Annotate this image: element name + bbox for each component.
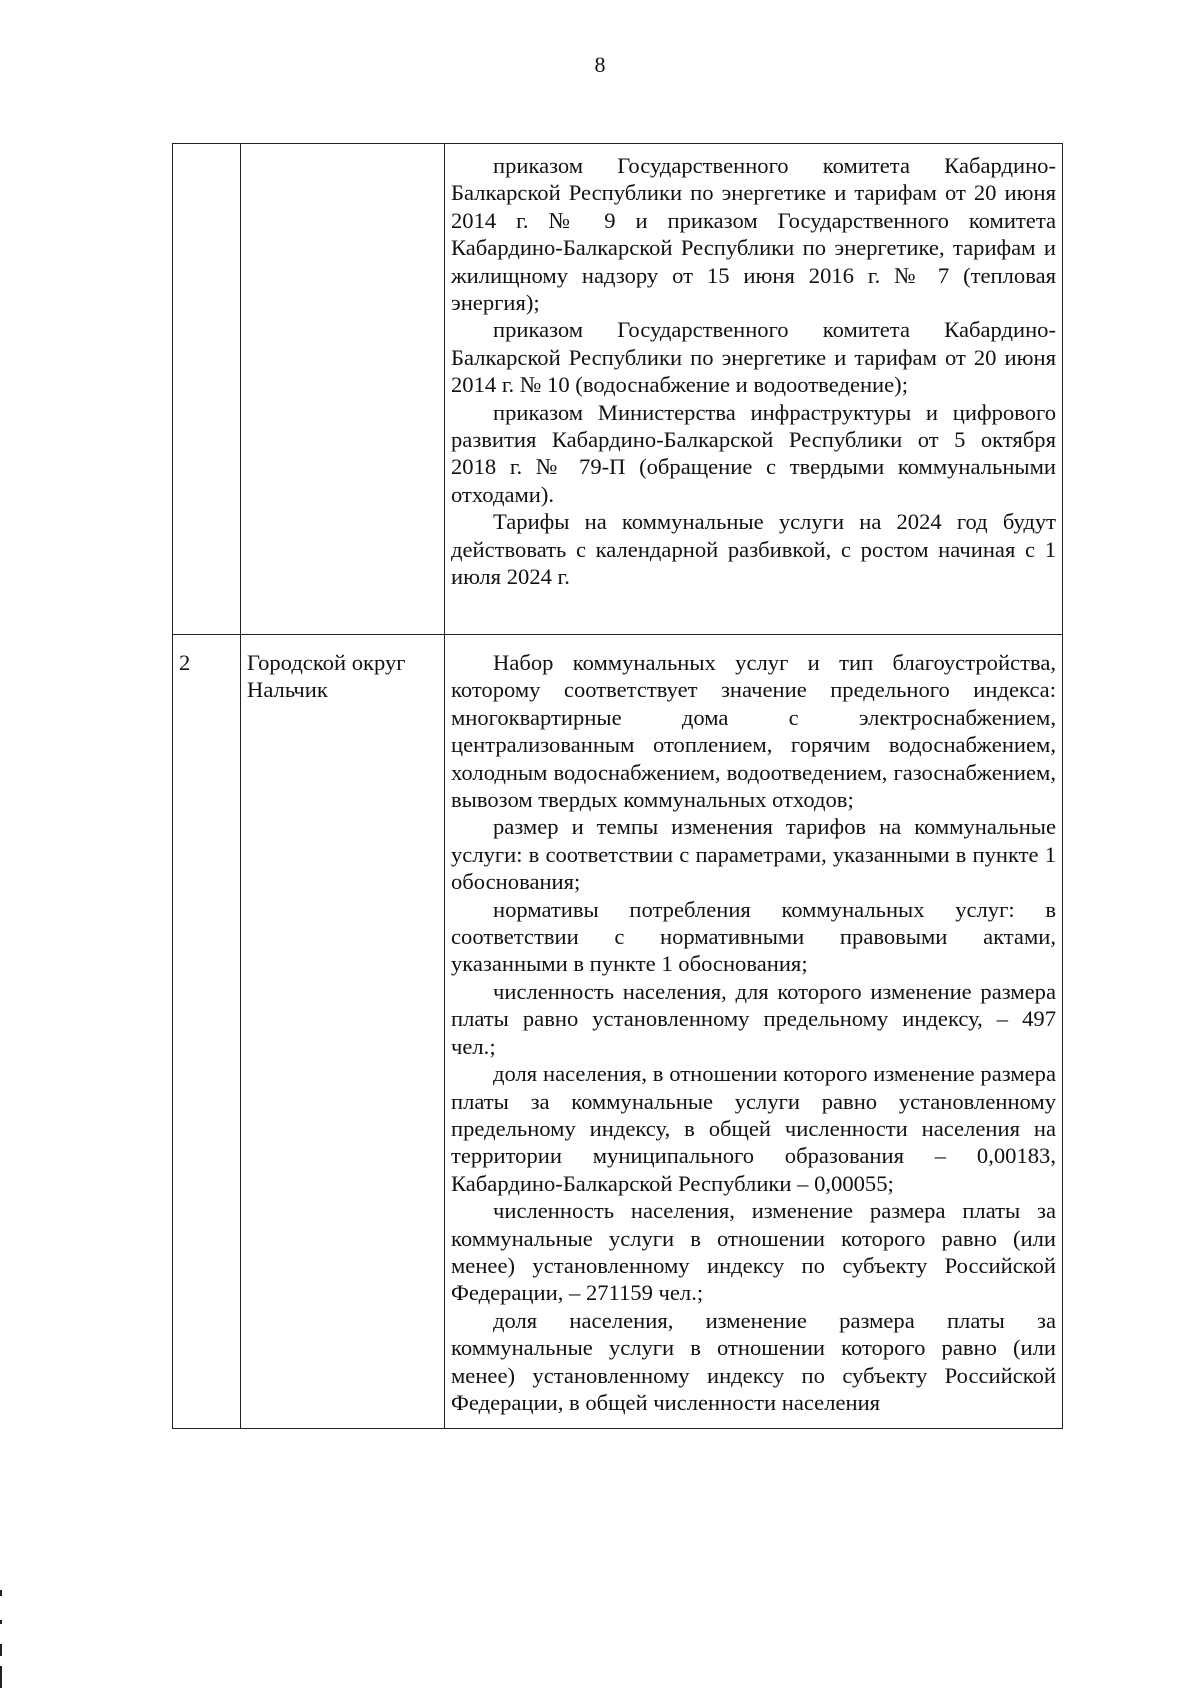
justification-table: [172, 143, 1063, 1429]
row-number-cell: 2: [173, 635, 241, 1429]
paragraph: доля населения, в отношении которого изменение размера платы за коммунальные услуги равно установленному предельному индексу, в общей численности населения на территории муниципального образования – 0,00183, Кабардино-Балкарской Республики – 0,00055;: [451, 1061, 1056, 1196]
paragraph: Набор коммунальных услуг и тип благоустройства, которому соответствует значение предельного индекса: многоквартирные дома с электроснабжением, централизованным отоплением, горячим водоснабжением, холодным водоснабжением, водоотведением, газоснабжением, вывозом твердых коммунальных отходов;: [451, 650, 1056, 813]
paragraph: приказом Государственного комитета Кабардино-Балкарской Республики по энергетике и тарифам от 20 июня 2014 г. № 9 и приказом Государственного комитета Кабардино-Балкарской Республики по энергетике, тарифам и жилищному надзору от 15 июня 2016 г. № 7 (тепловая энергия);: [451, 153, 1056, 316]
paragraph: численность населения, для которого изменение размера платы равно установленному предельному индексу, – 497 чел.;: [451, 978, 1056, 1059]
municipality-cell: Городской округ Нальчик: [241, 635, 445, 1429]
table-row: [173, 144, 1063, 635]
page-number: 8: [594, 52, 606, 77]
description-cell: [445, 144, 1063, 635]
description-cell: [445, 635, 1063, 1429]
row-number-cell: [173, 144, 241, 635]
paragraph: нормативы потребления коммунальных услуг: в соответствии с нормативными правовыми актами, указанными в пункте 1 обоснования;: [451, 896, 1056, 977]
paragraph: размер и темпы изменения тарифов на коммунальные услуги: в соответствии с параметрами, указанными в пункте 1 обоснования;: [451, 814, 1056, 895]
paragraph: приказом Государственного комитета Кабардино-Балкарской Республики по энергетике и тарифам от 20 июня 2014 г. № 10 (водоснабжение и водоотведение);: [451, 317, 1056, 398]
table-row: [173, 635, 1063, 1429]
paragraph: приказом Министерства инфраструктуры и цифрового развития Кабардино-Балкарской Республики от 5 октября 2018 г. № 79-П (обращение с твердыми коммунальными отходами).: [451, 399, 1056, 507]
scan-edge-marks: [0, 1590, 4, 1690]
paragraph: Тарифы на коммунальные услуги на 2024 год будут действовать с календарной разбивкой, с ростом начиная с 1 июля 2024 г.: [451, 509, 1056, 590]
paragraph: доля населения, изменение размера платы за коммунальные услуги в отношении которого равно (или менее) установленному индексу по субъекту Российской Федерации, в общей численности населения: [451, 1307, 1056, 1415]
paragraph: численность населения, изменение размера платы за коммунальные услуги в отношении которого равно (или менее) установленному индексу по субъекту Российской Федерации, – 271159 чел.;: [451, 1198, 1056, 1306]
municipality-cell: [241, 144, 445, 635]
